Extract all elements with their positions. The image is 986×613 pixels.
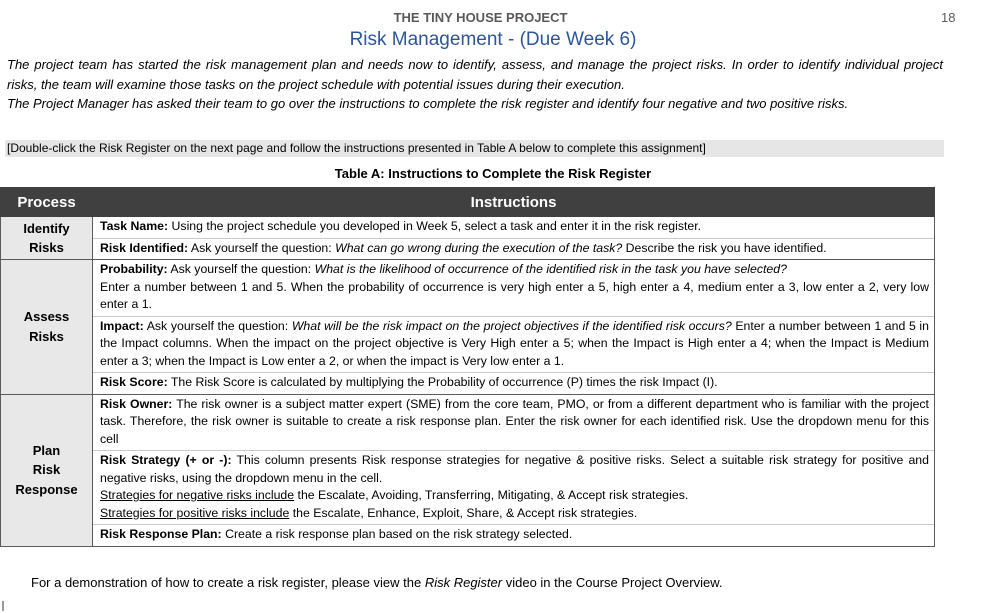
impact-instruction: Impact: Ask yourself the question: What will be the risk impact on the project objectives if the identified risk occurs? Enter a number between 1 and 5 in the Impact columns. When the impact on the project objective is Very High enter a 5; when the Impact is High enter a 4; when the Impact is Medium enter a 3; when the Impact is Low enter a 2, or when the impact is Very low enter a 1. [93,316,934,373]
instruction-note: [Double-click the Risk Register on the next page and follow the instructions presented in Table A below to complete this assignment] [5,140,944,157]
page-number: 18 [941,10,956,25]
risk-strategy-instruction: Risk Strategy (+ or -): This column presents Risk response strategies for negative & positive risks. Select a suitable risk strategy for positive and negative risks, using the dropdown menu in the cell. Strategies for negative risks include the Escalate, Avoiding, Transferring, Mitigating, & Accept risk strategies. Strategies for positive risks include the Escalate, Enhance, Exploit, Share, & Accept risk strategies. [93,450,934,524]
identify-risks-cell [1,217,93,260]
process-label: Assess [23,309,70,325]
identify-risks-row [1,217,935,260]
process-column-header: Process [1,188,93,217]
process-label: Response [15,481,78,497]
plan-risk-response-instructions [93,394,935,546]
risk-identified-instruction: Risk Identified: Ask yourself the question: What can go wrong during the execution of the task? Describe the risk you have identified. [93,238,934,260]
footer-note: For a demonstration of how to create a risk register, please view the Risk Register video in the Course Project Overview. [31,575,723,590]
process-label: Identify [23,220,70,236]
intro-paragraph-2: The Project Manager has asked their team to go over the instructions to complete the risk register and identify four negative and two positive risks. [7,96,849,111]
process-label: Risk [32,462,61,478]
task-name-instruction: Task Name: Using the project schedule you developed in Week 5, select a task and enter it in the risk register. [100,219,702,233]
assess-risks-row [1,260,935,395]
text-cursor [2,601,4,611]
plan-risk-response-cell [1,394,93,546]
probability-instruction: Probability: Ask yourself the question: What is the likelihood of occurrence of the identified risk in the task you have selected? Enter a number between 1 and 5. When the probability of occurrence is very high enter a 5, high enter a 4, medium enter a 3, low enter a 2, very low enter a 1. [100,262,929,311]
risk-score-instruction: Risk Score: The Risk Score is calculated by multiplying the Probability of occurrence (P) times the risk Impact (I). [93,372,934,394]
page-title: Risk Management - (Due Week 6) [349,29,637,50]
intro-paragraph-1: The project team has started the risk management plan and needs now to identify, assess, and manage the project risks. In order to identify individual project risks, the team will examine those tasks on the project schedule with potential issues during their execution. [7,57,943,92]
table-header-row [1,188,935,217]
instructions-table [0,187,935,547]
project-title: THE TINY HOUSE PROJECT [393,10,568,25]
plan-risk-response-row [1,394,935,546]
risk-owner-instruction: Risk Owner: The risk owner is a subject matter expert (SME) from the core team, PMO, or from a different department who is familiar with the project task. Therefore, the risk owner is suitable to create a risk response plan. Enter the risk owner for each identified risk. Use the dropdown menu for this cell [100,396,929,446]
process-label: Risks [29,328,64,344]
identify-risks-instructions [93,217,935,260]
risk-response-plan-instruction: Risk Response Plan: Create a risk response plan based on the risk strategy selected. [93,524,934,546]
instructions-column-header: Instructions [93,188,935,217]
intro-text [7,55,943,114]
process-label: Risks [29,240,64,255]
assess-risks-instructions [93,260,935,395]
assess-risks-cell [1,260,93,395]
table-caption: Table A: Instructions to Complete the Risk Register [334,166,652,181]
process-label: Plan [32,442,61,458]
